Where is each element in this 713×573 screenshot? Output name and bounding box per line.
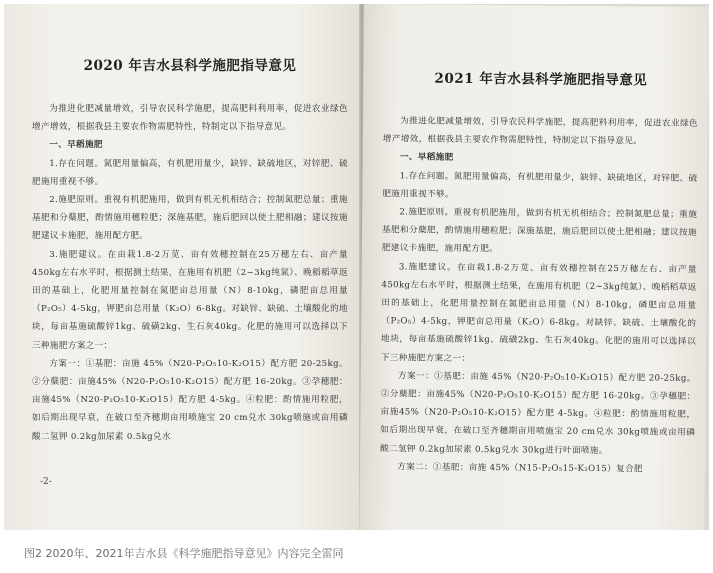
left-section-heading: 一、早稻施肥	[49, 140, 103, 151]
left-para-plan-one: 方案一：①基肥：亩施 45%（N20-P₂O₅10-K₂O15）配方肥 20-25kg。②分蘖肥：亩施45%（N20-P₂O₅10-K₂O15）配方肥 16-20kg。③孕穗肥：亩施45%（N20-P₂O₅10-K₂O15）配方肥 4-5kg。④粒肥：酌情施用粒肥，如后期出现早衰，在破口至齐穗期亩用喷施宝 20 cm兑水 30kg喷施或亩用磷酸二氢钾 0.2kg加尿素 0.5kg兑水	[32, 358, 348, 442]
right-page-2021	[359, 4, 709, 530]
right-para-problems: 1.存在问题。氮肥用量偏高，有机肥用量少，缺锌、缺硫地区，对锌肥、硫肥施用重视不够。	[382, 170, 698, 200]
left-page-2020	[4, 4, 360, 530]
figure-caption: 图2 2020年、2021年吉水县《科学施肥指导意见》内容完全雷同	[24, 547, 344, 560]
right-para-plan-one: 方案一：①基肥：亩施 45%（N20-P₂O₅10-K₂O15）配方肥 20-25kg。②分蘖肥：亩施45%（N20-P₂O₅10-K₂O15）配方肥 16-20kg。③孕穗肥：亩施45%（N20-P₂O₅10-K₂O15）配方肥 4-5kg。④粒肥：酌情施用粒肥，如后期出现早衰，在破口至齐穗期亩用喷施宝 20 cm兑水 30kg喷施或亩用磷酸二氢钾 0.2kg加尿素 0.5kg兑水 30kg进行叶面喷施。	[380, 371, 696, 456]
right-section-heading: 一、早稻施肥	[399, 152, 454, 164]
left-para-problems: 1.存在问题。氮肥用量偏高，有机肥用量少，缺锌、缺硫地区，对锌肥、硫肥施用重视不够。	[32, 158, 348, 187]
left-para-suggestions: 3.施肥建议。在亩栽1.8-2万苋、亩有效穗控制在25万穗左右、亩产量450kg左右水平时，根据测土结果，在施用有机肥（2~3kg纯氮）、晚稻稻草返田的基础上，化肥用量控制在氮肥亩总用量（N）8-10kg，磷肥亩总用量（P₂O₅）4-5kg，钾肥亩总用量（K₂O）6-8kg。对缺锌、缺硫、土壤酸化的地块，每亩基施硫酸锌1kg、硫磺2kg、生石灰40kg。化肥的施用可以选择以下三种施肥方案之一：	[32, 249, 348, 351]
left-para-intro: 为推进化肥减量增效，引导农民科学施肥，提高肥料利用率，促进农业绿色增产增效，根据我县主要农作物需肥特性，特制定以下指导意见。	[32, 104, 348, 133]
right-para-plan-two: 方案二：①基肥：亩施 45%（N15-P₂O₅15-K₂O15）复合肥	[397, 462, 643, 475]
right-page-title: 2021 年吉水县科学施肥指导意见	[434, 70, 648, 89]
scanned-document-photo	[4, 4, 709, 530]
right-para-suggestions: 3.施肥建议。在亩栽1.8-2万苋、亩有效穗控制在25万穗左右、亩产量450kg左右水平时，根据测土结果，在施用有机肥（2~3kg纯氮）、晚稻稻草返田的基础上，化肥用量控制在氮肥亩总用量（N）8-10kg，磷肥亩总用量（P₂O₅）4-5kg，钾肥亩总用量（K₂O）6-8kg。对缺锌、缺硫、土壤酸化的地块，每亩基施硫酸锌1kg、硫磺2kg、生石灰40kg。化肥的施用可以选择以下三种施肥方案之一：	[380, 261, 697, 364]
left-page-title: 2020 年吉水县科学施肥指导意见	[83, 58, 297, 74]
left-page-number: -2-	[40, 477, 52, 487]
right-para-principles: 2.施肥原则。重视有机肥施用，做到有机无机相结合；控制氮肥总量；重施基肥和分蘖肥，酌情施用穗粒肥；深施基肥，施后肥回以使土肥相融；建议按施肥建议卡施肥，施用配方肥。	[381, 207, 698, 255]
left-para-principles: 2.施肥原则。重视有机肥施用，做到有机无机相结合；控制氮肥总量；重施基肥和分蘖肥，酌情施用穗粒肥；深施基肥，施后肥回以使土肥相融；建议按施肥建议卡施肥，施用配方肥。	[32, 195, 348, 242]
right-para-intro: 为推进化肥减量增效，引导农民科学施肥，提高肥料利用率，促进农业绿色增产增效，根据我县主要农作物需肥特性，特制定以下指导意见。	[382, 116, 699, 147]
